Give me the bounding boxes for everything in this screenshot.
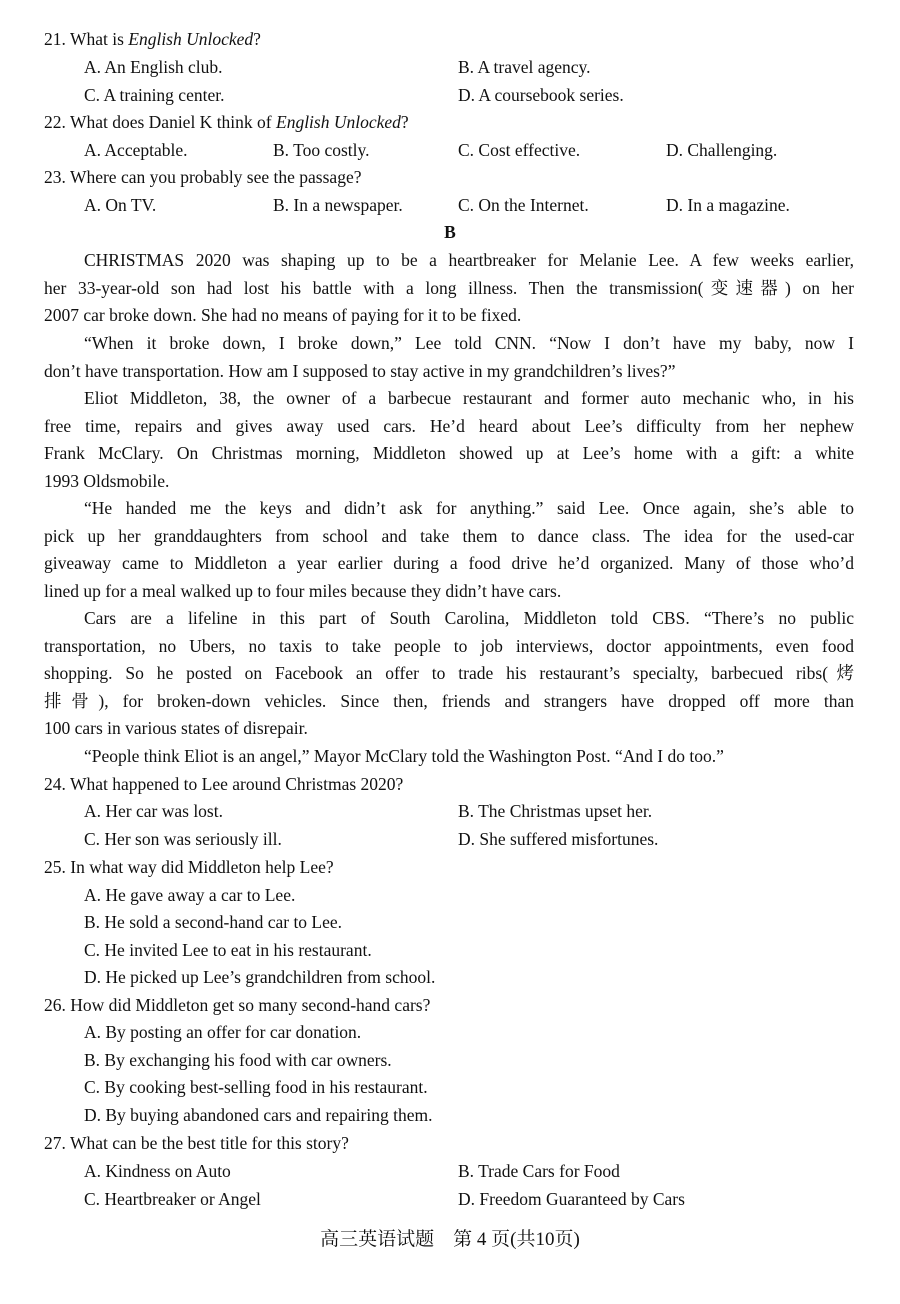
option-23b: B. In a newspaper. <box>273 195 403 215</box>
option-22c: C. Cost effective. <box>458 140 581 160</box>
option-23d: D. In a magazine. <box>666 195 790 215</box>
option-27c: C. Heartbreaker or Angel <box>84 1189 261 1209</box>
option-23a: A. On TV. <box>84 195 157 215</box>
question-stem: Where can you probably see the passage? <box>69 167 362 187</box>
option-21c: C. A training center. <box>84 85 225 105</box>
option-21a: A. An English club. <box>84 57 223 77</box>
option-25b: B. He sold a second-hand car to Lee. <box>84 912 343 932</box>
question-number: 21. <box>44 29 66 49</box>
option-25c: C. He invited Lee to eat in his restaurant. <box>84 940 372 960</box>
passage-line: transportation, no Ubers, no taxis to take people to job interviews, doctor appointments, even food <box>44 636 854 656</box>
stem-text-end: ? <box>400 112 409 132</box>
question-stem: What can be the best title for this story? <box>69 1133 349 1153</box>
question-number: 25. <box>44 857 66 877</box>
option-27d: D. Freedom Guaranteed by Cars <box>458 1189 685 1209</box>
question-24 <box>44 773 403 795</box>
passage-line: Cars are a lifeline in this part of South Carolina, Middleton told CBS. “There’s no public <box>84 608 854 628</box>
question-number: 27. <box>44 1133 66 1153</box>
question-23 <box>44 166 361 188</box>
stem-title: English Unlocked <box>128 29 254 49</box>
question-number: 24. <box>44 774 66 794</box>
passage-line: Frank McClary. On Christmas morning, Middleton showed up at Lee’s home with a gift: a white <box>44 443 854 463</box>
option-27a: A. Kindness on Auto <box>84 1161 231 1181</box>
option-26d: D. By buying abandoned cars and repairing them. <box>84 1105 433 1125</box>
option-24a: A. Her car was lost. <box>84 801 223 821</box>
option-21b: B. A travel agency. <box>458 57 591 77</box>
passage-line: free time, repairs and gives away used cars. He’d heard about Lee’s difficulty from her nephew <box>44 416 854 436</box>
option-22b: B. Too costly. <box>273 140 370 160</box>
passage-line: “People think Eliot is an angel,” Mayor McClary told the Washington Post. “And I do too.” <box>84 746 724 766</box>
option-23c: C. On the Internet. <box>458 195 589 215</box>
option-26a: A. By posting an offer for car donation. <box>84 1022 362 1042</box>
option-25a: A. He gave away a car to Lee. <box>84 885 296 905</box>
option-21d: D. A coursebook series. <box>458 85 624 105</box>
question-number: 26. <box>44 995 66 1015</box>
passage-line: 100 cars in various states of disrepair. <box>44 718 308 738</box>
question-number: 22. <box>44 112 66 132</box>
stem-text: What is <box>69 29 129 49</box>
passage-line: 排骨), for broken-down vehicles. Since then, friends and strangers have dropped off more than <box>44 691 854 711</box>
question-stem: How did Middleton get so many second-hand cars? <box>70 995 431 1015</box>
question-stem <box>70 112 409 132</box>
question-stem: In what way did Middleton help Lee? <box>70 857 334 877</box>
passage-line: don’t have transportation. How am I supposed to stay active in my grandchildren’s lives?” <box>44 361 676 381</box>
question-26 <box>44 994 430 1016</box>
passage-line: CHRISTMAS 2020 was shaping up to be a heartbreaker for Melanie Lee. A few weeks earlier, <box>84 250 854 270</box>
passage-line: lined up for a meal walked up to four miles because they didn’t have cars. <box>44 581 562 601</box>
stem-text-end: ? <box>253 29 261 49</box>
stem-text: What does Daniel K think of <box>69 112 276 132</box>
question-number: 23. <box>44 167 66 187</box>
passage-line: giveaway came to Middleton a year earlier during a food drive he’d organized. Many of those who’d <box>44 553 854 573</box>
option-25d: D. He picked up Lee’s grandchildren from school. <box>84 967 436 987</box>
passage-line: “When it broke down, I broke down,” Lee told CNN. “Now I don’t have my baby, now I <box>84 333 854 353</box>
passage-line: pick up her granddaughters from school and take them to dance class. The idea for the used-car <box>44 526 854 546</box>
option-24b: B. The Christmas upset her. <box>458 801 653 821</box>
option-26b: B. By exchanging his food with car owners. <box>84 1050 392 1070</box>
passage-line: her 33-year-old son had lost his battle with a long illness. Then the transmission(变速器) on her <box>44 278 854 298</box>
passage-line: Eliot Middleton, 38, the owner of a barbecue restaurant and former auto mechanic who, in his <box>84 388 854 408</box>
question-21 <box>44 28 261 50</box>
page-footer: 高三英语试题 第 4 页(共10页) <box>320 1229 580 1250</box>
question-25 <box>44 856 334 878</box>
question-27 <box>44 1132 349 1154</box>
passage-line: 2007 car broke down. She had no means of paying for it to be fixed. <box>44 305 522 325</box>
option-27b: B. Trade Cars for Food <box>458 1161 620 1181</box>
question-22 <box>44 111 409 133</box>
option-22d: D. Challenging. <box>666 140 778 160</box>
section-heading: B <box>444 222 456 242</box>
option-26c: C. By cooking best-selling food in his restaurant. <box>84 1077 428 1097</box>
option-24c: C. Her son was seriously ill. <box>84 829 282 849</box>
option-22a: A. Acceptable. <box>84 140 188 160</box>
passage-line: “He handed me the keys and didn’t ask for anything.” said Lee. Once again, she’s able to <box>84 498 854 518</box>
passage-line: 1993 Oldsmobile. <box>44 471 170 491</box>
question-stem: What happened to Lee around Christmas 2020? <box>69 774 404 794</box>
option-24d: D. She suffered misfortunes. <box>458 829 659 849</box>
stem-title: English Unlocked <box>276 112 401 132</box>
passage-line: shopping. So he posted on Facebook an offer to trade his restaurant’s specialty, barbecued ribs(烤 <box>44 663 854 683</box>
question-stem <box>70 29 261 49</box>
